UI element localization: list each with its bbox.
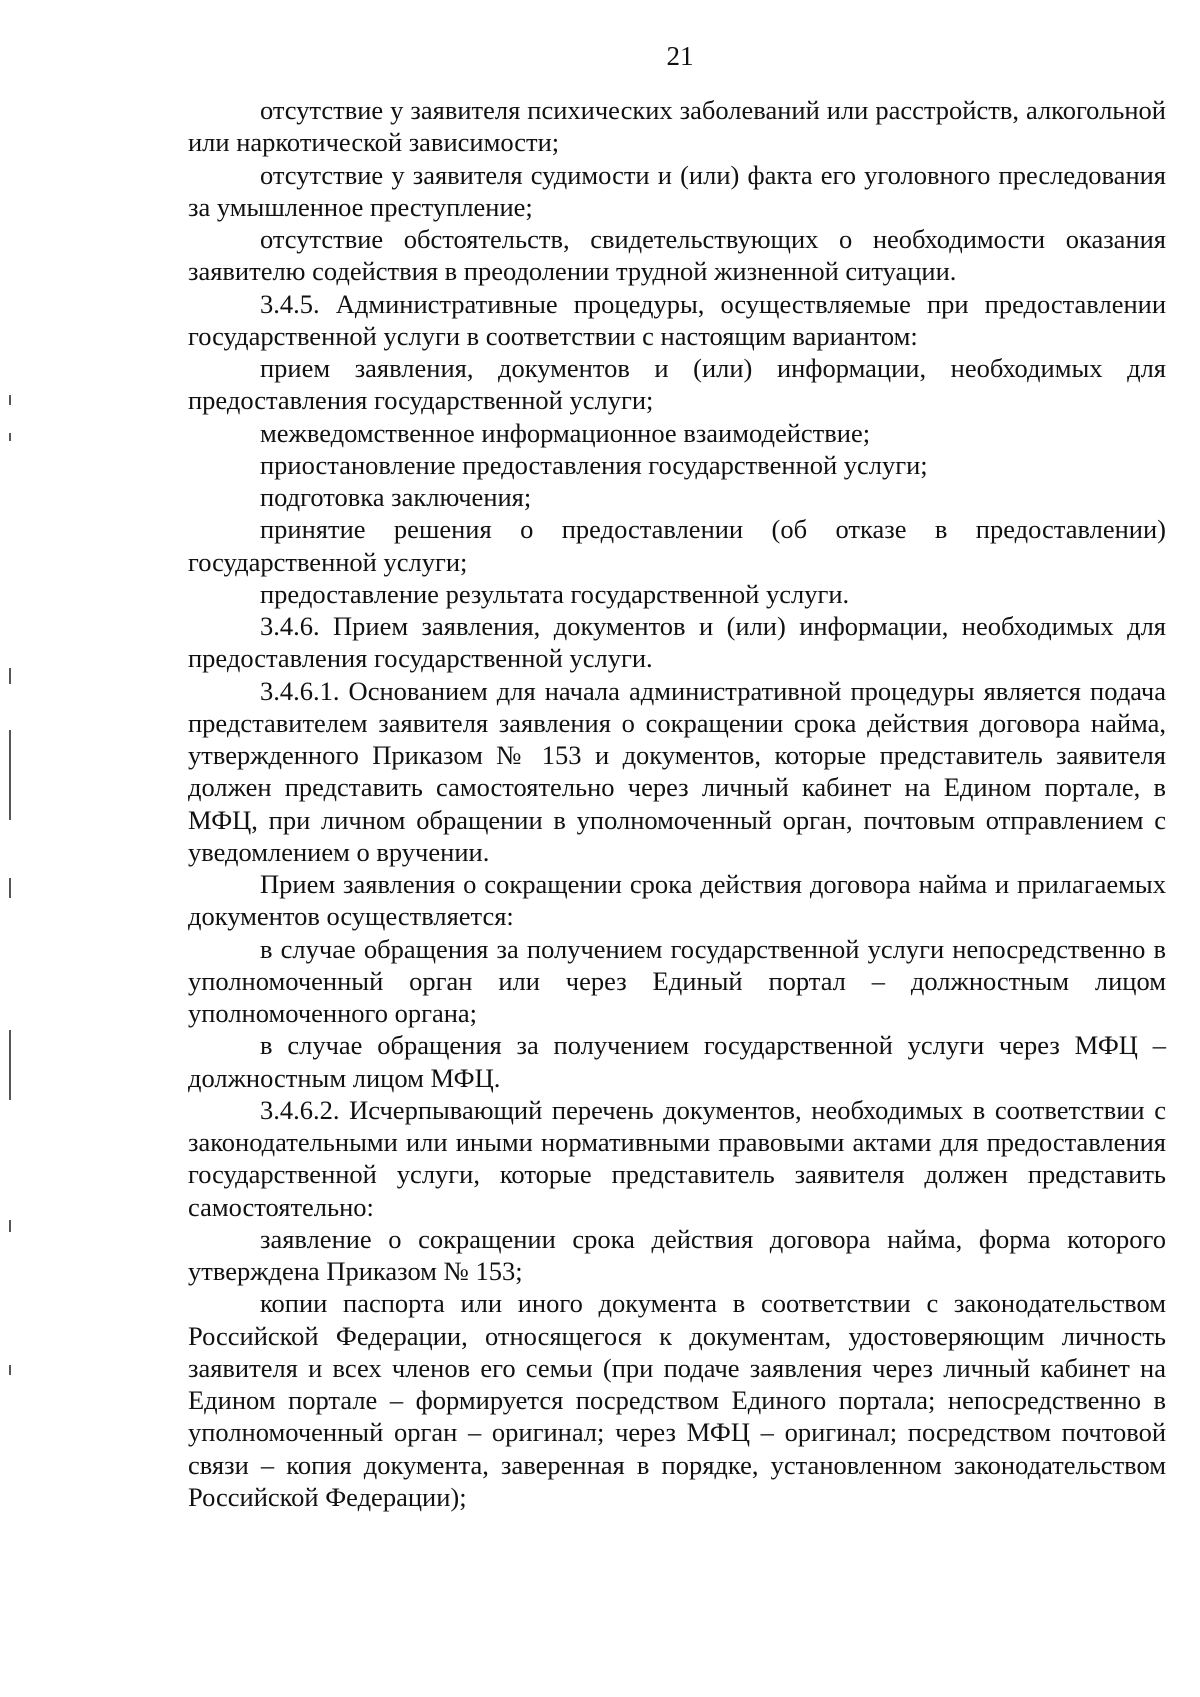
scan-mark (9, 1030, 11, 1100)
paragraph: в случае обращения за получением государственной услуги непосредственно в уполномоченный орган или через Единый портал – должностным лицом уполномоченного органа; (188, 933, 1166, 1028)
paragraph: Прием заявления о сокращении срока действия договора найма и прилагаемых документов осуществляется: (188, 869, 1166, 932)
scan-mark (9, 1220, 11, 1232)
paragraph: подготовка заключения; (260, 482, 532, 512)
paragraph: 3.4.5. Административные процедуры, осуществляемые при предоставлении государственной услуги в соответствии с настоящим вариантом: (188, 288, 1166, 351)
scan-mark (9, 395, 11, 405)
scan-mark (9, 878, 11, 898)
document-body (188, 94, 1166, 1513)
paragraph: приостановление предоставления государственной услуги; (260, 449, 928, 480)
scan-mark (9, 668, 11, 684)
page-number: 21 (666, 41, 694, 71)
scan-edge-marks (0, 0, 20, 1697)
paragraph: в случае обращения за получением государственной услуги через МФЦ – должностным лицом МФЦ. (188, 1030, 1166, 1093)
paragraph: отсутствие у заявителя судимости и (или) факта его уголовного преследования за умышленное преступление; (188, 159, 1166, 222)
paragraph: 3.4.6. Прием заявления, документов и (или) информации, необходимых для предоставления государственной услуги. (188, 611, 1166, 674)
paragraph: 3.4.6.2. Исчерпывающий перечень документов, необходимых в соответствии с законодательными или иными нормативными правовыми актами для предоставления государственной услуги, которые представитель заявителя должен представить самостоятельно: (188, 1094, 1166, 1222)
paragraph: копии паспорта или иного документа в соответствии с законодательством Российской Федерации, относящегося к документам, удостоверяющим личность заявителя и всех членов его семьи (при подаче заявления через личный кабинет на Едином портале – формируется посредством Единого портала; непосредственно в уполномоченный орган – оригинал; через МФЦ – оригинал; посредством почтовой связи – копия документа, заверенная в порядке, установленном законодательством Российской Федерации); (188, 1288, 1166, 1512)
paragraph: принятие решения о предоставлении (об отказе в предоставлении) государственной услуги; (188, 514, 1166, 577)
paragraph: заявление о сокращении срока действия договора найма, форма которого утверждена Приказом № 153; (188, 1223, 1166, 1286)
paragraph: межведомственное информационное взаимодействие; (260, 417, 871, 448)
paragraph: прием заявления, документов и (или) информации, необходимых для предоставления государственной услуги; (188, 353, 1166, 416)
paragraph: предоставление результата государственной услуги. (260, 578, 850, 609)
scan-mark (9, 730, 11, 820)
scan-mark (9, 433, 11, 441)
paragraph: отсутствие обстоятельств, свидетельствующих о необходимости оказания заявителю содействия в преодолении трудной жизненной ситуации. (188, 224, 1166, 287)
paragraph: 3.4.6.1. Основанием для начала административной процедуры является подача представителем заявителя заявления о сокращении срока действия договора найма, утвержденного Приказом № 153 и документов, которые представитель заявителя должен представить самостоятельно через личный кабинет на Едином портале, в МФЦ, при личном обращении в уполномоченный орган, почтовым отправлением с уведомлением о вручении. (188, 675, 1166, 867)
paragraph: отсутствие у заявителя психических заболеваний или расстройств, алкогольной или наркотической зависимости; (188, 95, 1166, 158)
scan-mark (9, 1365, 11, 1375)
